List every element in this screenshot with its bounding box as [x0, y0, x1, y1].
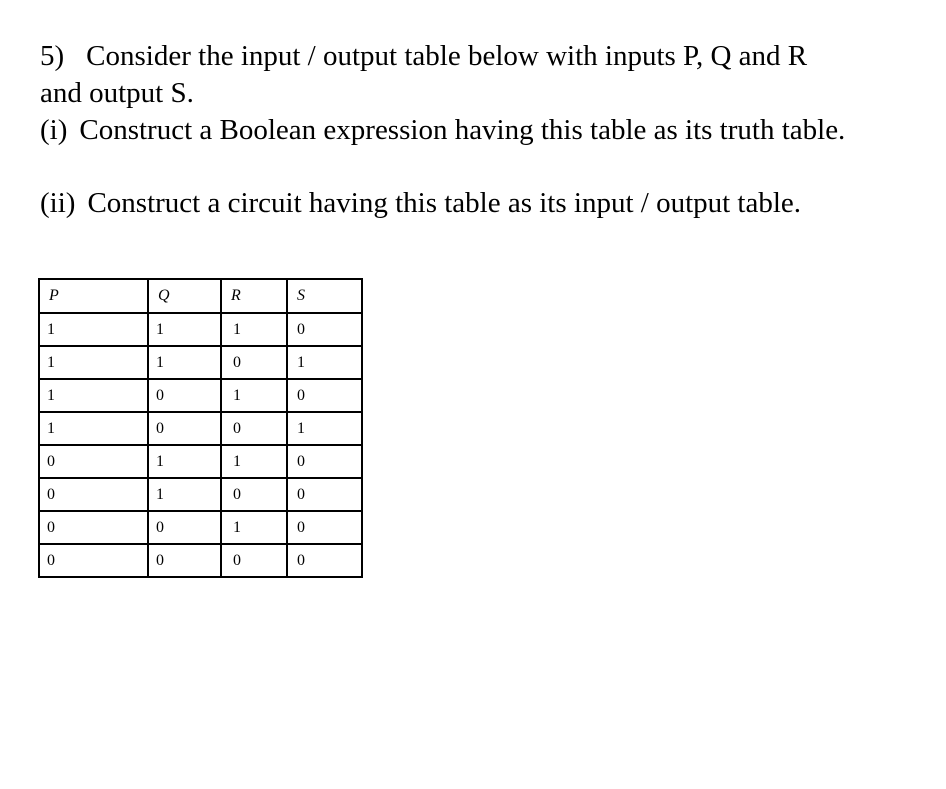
cell-s: 0: [287, 445, 362, 478]
cell-s: 0: [287, 379, 362, 412]
table-row: [39, 412, 362, 445]
cell-p: 1: [39, 412, 148, 445]
cell-p: 0: [39, 445, 148, 478]
cell-q: 0: [148, 544, 221, 577]
cell-r: 1: [221, 511, 287, 544]
table-row: [39, 379, 362, 412]
question-number: 5): [40, 40, 65, 72]
cell-q: 0: [148, 412, 221, 445]
header-q: Q: [148, 279, 221, 313]
cell-p: 1: [39, 346, 148, 379]
cell-s: 0: [287, 544, 362, 577]
question-intro-line-1: [40, 38, 930, 75]
question-intro-text: Consider the input / output table below with inputs P, Q and R: [86, 40, 808, 72]
question-part-1: [40, 112, 930, 149]
cell-q: 0: [148, 511, 221, 544]
table-row: [39, 544, 362, 577]
cell-r: 0: [221, 478, 287, 511]
cell-r: 0: [221, 412, 287, 445]
part-2-text: Construct a circuit having this table as its input / output table.: [87, 187, 802, 219]
cell-r: 1: [221, 445, 287, 478]
table-row: [39, 313, 362, 346]
question-intro-line-2: and output S.: [40, 77, 194, 109]
part-2-label: (ii): [40, 187, 76, 219]
table-header-row: [39, 279, 362, 313]
cell-p: 0: [39, 544, 148, 577]
cell-s: 0: [287, 313, 362, 346]
cell-q: 1: [148, 478, 221, 511]
header-p: P: [39, 279, 148, 313]
cell-p: 0: [39, 478, 148, 511]
header-r: R: [221, 279, 287, 313]
cell-s: 1: [287, 346, 362, 379]
question-part-2: [40, 185, 930, 222]
cell-q: 1: [148, 445, 221, 478]
cell-r: 1: [221, 379, 287, 412]
cell-r: 1: [221, 313, 287, 346]
table-row: [39, 445, 362, 478]
cell-s: 0: [287, 511, 362, 544]
cell-s: 0: [287, 478, 362, 511]
table-row: [39, 511, 362, 544]
table-row: [39, 478, 362, 511]
part-1-label: (i): [40, 114, 68, 146]
truth-table: [38, 278, 363, 578]
cell-r: 0: [221, 544, 287, 577]
cell-r: 0: [221, 346, 287, 379]
cell-q: 1: [148, 346, 221, 379]
cell-q: 0: [148, 379, 221, 412]
cell-s: 1: [287, 412, 362, 445]
header-s: S: [287, 279, 362, 313]
question-block: [40, 38, 930, 222]
cell-p: 0: [39, 511, 148, 544]
cell-p: 1: [39, 379, 148, 412]
spacer: [40, 149, 930, 185]
cell-q: 1: [148, 313, 221, 346]
table-row: [39, 346, 362, 379]
part-1-text: Construct a Boolean expression having this table as its truth table.: [79, 114, 846, 146]
cell-p: 1: [39, 313, 148, 346]
